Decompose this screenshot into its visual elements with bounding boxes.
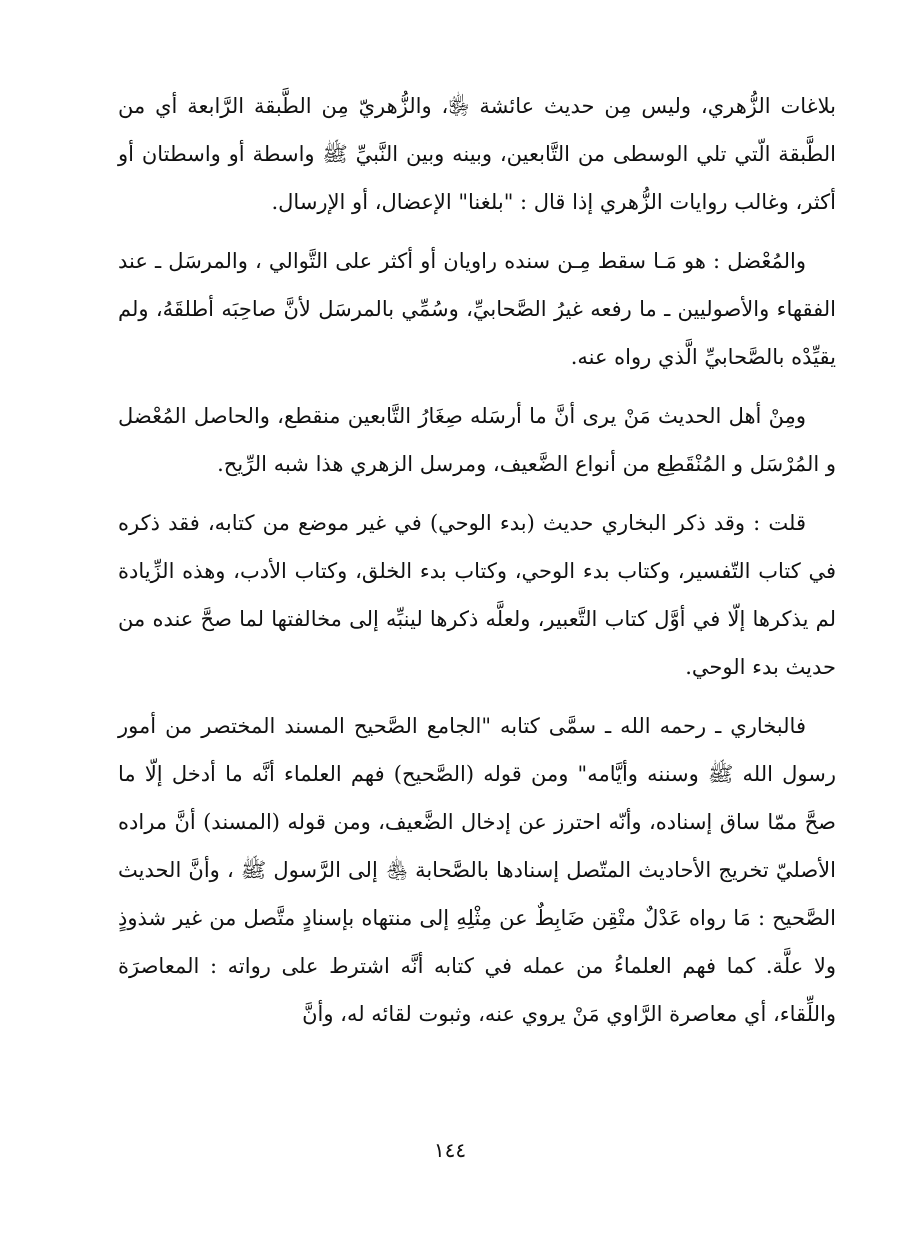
paragraph-3: ومِنْ أهل الحديث مَنْ يرى أنَّ ما أرسَله صِغَارُ التَّابعين منقطع، والحاصل المُعْضل و المُرْسَل و المُنْقَطِع من أنواع الضَّعيف، ومرسل الزهري هذا شبه الرِّيح. bbox=[118, 404, 836, 476]
paragraph-5: فالبخاري ـ رحمه الله ـ سمَّى كتابه "الجامع الصَّحيح المسند المختصر من أمور رسول الله ﷺ وسننه وأيَّامه" ومن قوله (الصَّحيح) فهم العلماء أنَّه ما أدخل إلّا ما صحَّ ممّا ساق إسناده، وأنّه احترز عن إدخال الضَّعيف، ومن قوله (المسند) أنَّ مراده الأصليّ تخريج الأحاديث المتّصل إسنادها بالصَّحابة ﵃ إلى الرَّسول ﷺ ، وأنَّ الحديث الصَّحيح : مَا رواه عَدْلٌ متْقِن ضَابِطٌ عن مِثْلِهِ إلى منتهاه بإسنادٍ متَّصل من غير شذوذٍ ولا علَّة. كما فهم العلماءُ من عمله في كتابه أنَّه اشترط على رواته : المعاصرَة واللِّقاء، أي معاصرة الرَّاوي مَنْ يروي عنه، وثبوت لقائه له، وأنَّ bbox=[118, 714, 836, 1026]
page-number: ١٤٤ bbox=[433, 1138, 467, 1162]
paragraph-2: والمُعْضل : هو مَـا سقط مِـن سنده راويان أو أكثر على التَّوالي ، والمرسَل ـ عند الفقهاء والأصوليين ـ ما رفعه غيرُ الصَّحابيِّ، وسُمِّي بالمرسَل لأنَّ صاحِبَه أطلقَهُ، ولم يقيِّدْه بالصَّحابيِّ الَّذي رواه عنه. bbox=[118, 249, 836, 369]
page-body bbox=[118, 82, 836, 1049]
paragraph-1: بلاغات الزُّهري، وليس مِن حديث عائشة ﵂، والزُّهريّ مِن الطَّبقة الرَّابعة أي من الطَّبقة الّتي تلي الوسطى من التَّابعين، وبينه وبين النَّبيِّ ﷺ واسطة أو واسطتان أو أكثر، وغالب روايات الزُّهري إذا قال : "بلغنا" الإعضال، أو الإرسال. bbox=[118, 94, 836, 214]
paragraph-4: قلت : وقد ذكر البخاري حديث (بدء الوحي) في غير موضع من كتابه، فقد ذكره في كتاب التّفسير، وكتاب بدء الوحي، وكتاب بدء الخلق، وكتاب الأدب، وهذه الزِّيادة لم يذكرها إلّا في أوَّل كتاب التَّعبير، ولعلَّه ذكرها لينبِّه إلى مخالفتها لما صحَّ عنده من حديث بدء الوحي. bbox=[118, 511, 836, 679]
